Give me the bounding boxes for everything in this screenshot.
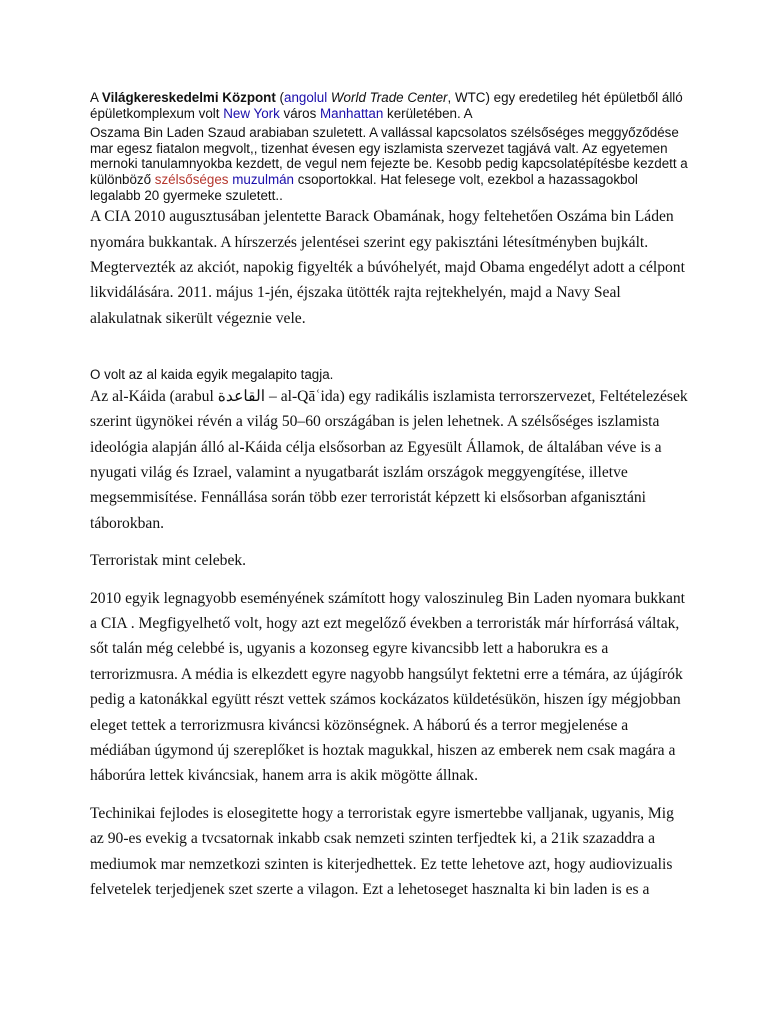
text-span: kerületében. A: [383, 105, 473, 121]
tech-paragraph: Techinikai fejlodes is elosegitette hogy a terroristak egyre ismertebbe valljanak, ugyanis, Mig az 90-es evekig a tvcsatornak inkabb csak nemzeti szinten terfjedtek ki, a 21ik szazaddra a mediumok mar nemzetkozi szinten is kiterjedhettek. Ez tette lehetove azt, hogy audiovizualis felvetelek terjedjenek szet szerte a vilagon. Ezt a lehetoseget hasznalta ki bin laden is es a: [90, 804, 674, 899]
text-span: (: [275, 90, 284, 105]
cia-paragraph: A CIA 2010 augusztusában jelentette Barack Obamának, hogy feltehetően Oszáma bin Láden nyomára bukkantak. A hírszerzés jelentései szerint egy pakisztáni létesítményben bujkált. Megtervezték az akciót, napokig figyelték a búvóhelyét, majd Obama engedélyt adott a célpont likvidálására. 2011. május 1-jén, éjszaka ütötték rajta rejtekhelyén, majd a Navy Seal alakulatnak sikerült végeznie vele.: [90, 208, 685, 327]
founder-line: O volt az al kaida egyik megalapito tagja.: [90, 367, 334, 383]
celebrity-paragraph: 2010 egyik legnagyobb eseményének számított hogy valoszinuleg Bin Laden nyomara bukkant a CIA . Megfigyelhető volt, hogy azt ezt megelőző években a terroristák már hírforrásá váltak, sőt talán még celebbé is, ugyanis a kozonseg egyre kivancsibb lett a haborukra es a terrorizmusra. A média is elkezdett egyre nagyobb hangsúlyt fektetni erre a témára, az újágírók pedig a katonákkal együtt részt vettek számos kockázatos küldetésükön, hiszen így mégjobban eleget tettek a terrorizmusra kiváncsi közönségnek. A háború és a terror megjelenése a médiában úgymond új szereplőket is hoztak magukkal, hiszen az emberek nem csak magára a háborúra lettek kiváncsiak, hanem arra is akik mögötte állnak.: [90, 589, 686, 785]
section-heading: Terroristak mint celebek.: [90, 552, 247, 570]
wtc-paragraph: [90, 90, 690, 121]
szelsoseges-link[interactable]: szélsőséges: [154, 171, 229, 187]
bin-laden-bio-paragraph: [90, 125, 690, 203]
al-qaida-paragraph: Az al-Káida (arabul القاعدة – al-Qāʿida) egy radikális iszlamista terrorszervezet, Feltételezések szerint ügynökei révén a világ 50–60 országában is jelen lehetnek. A szélsőséges iszlamista ideológia alapján álló al-Káida célja elsősorban az Egyesült Államok, de általában véve is a nyugati világ és Izrael, valamint a nyugatbarát iszlám országok meggyengítése, illetve megsemmisítése. Fennállása során több ezer terroristát képzett ki elsősorban afganisztáni táborokban.: [90, 387, 688, 532]
new-york-link[interactable]: New York: [223, 105, 280, 121]
document-page: [90, 90, 690, 903]
text-span: A: [90, 90, 102, 105]
text-span: Oszama Bin Laden Szaud arabiaban szuletett. A vallással kapcsolatos szélsőséges meggyőződése mar egesz fiatalon megvolt,, tizenhat évesen egy iszlamista szervezet tagjává valt. Az egyetemen mernoki tanulamnyokba kezdett, de vegul nem fejezte be. Kesobb pedig kapcsolatépítésbe kezdett a különböző: [90, 125, 688, 187]
manhattan-link[interactable]: Manhattan: [320, 105, 384, 121]
wtc-english-name: World Trade Center: [330, 90, 448, 105]
wtc-bold-term: Világkereskedelmi Központ: [101, 90, 276, 105]
text-span: csoportokkal. Hat felesege volt, ezekbol a hazassagokbol legalabb 20 gyermeke szuletett..: [90, 171, 638, 203]
muzulman-link[interactable]: muzulmán: [232, 171, 294, 187]
text-span: , WTC) egy eredetileg hét épületből álló épületkomplexum volt: [90, 90, 683, 121]
angolul-link[interactable]: angolul: [284, 90, 328, 105]
text-span: város: [279, 105, 320, 121]
